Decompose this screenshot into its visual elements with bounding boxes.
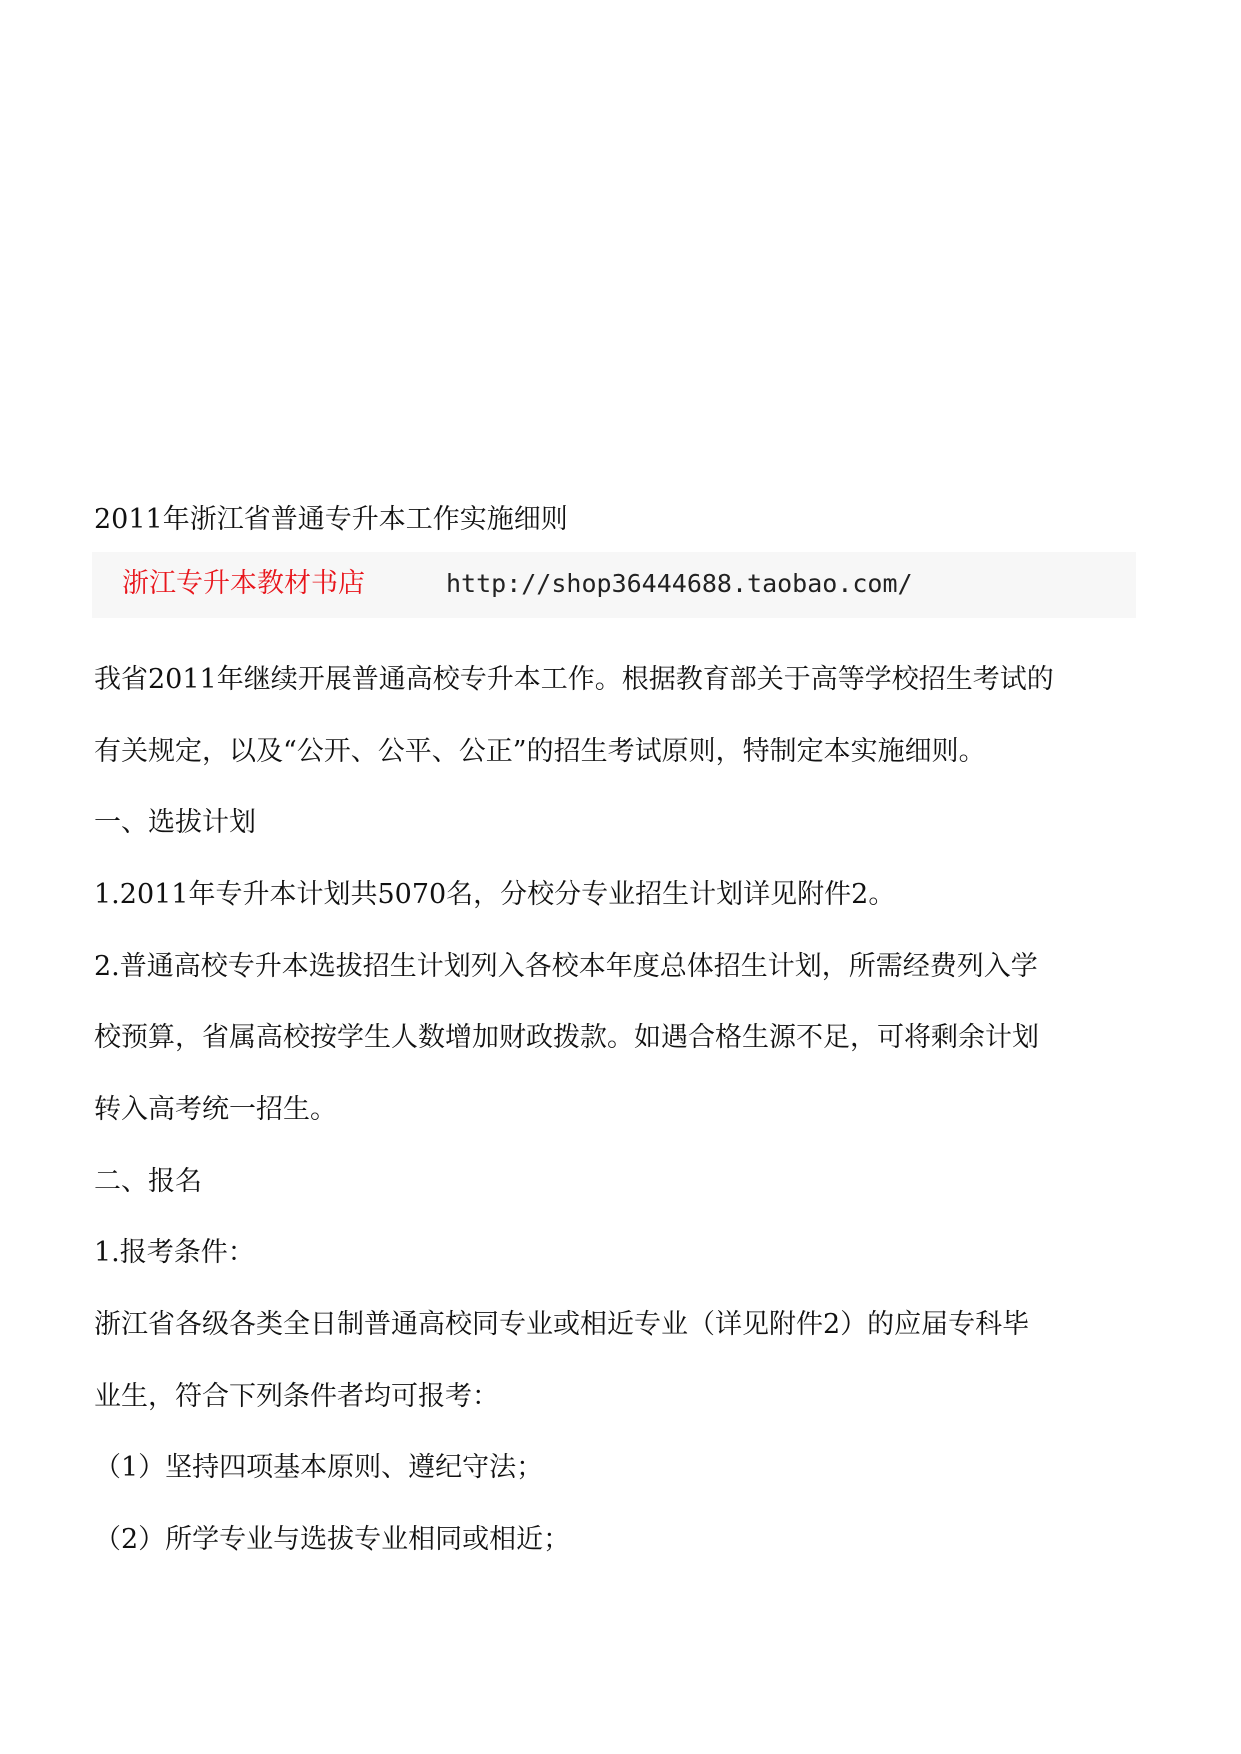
paragraph-line: 浙江省各级各类全日制普通高校同专业或相近专业（详见附件2）的应届专科毕 bbox=[94, 1309, 1030, 1340]
paragraph-line: 业生，符合下列条件者均可报考： bbox=[94, 1381, 499, 1412]
paragraph-line: 2.普通高校专升本选拔招生计划列入各校本年度总体招生计划，所需经费列入学 bbox=[94, 951, 1038, 982]
shop-banner bbox=[92, 552, 1136, 618]
section-heading: 一、选拔计划 bbox=[94, 807, 256, 838]
shop-url-link[interactable]: http://shop36444688.taobao.com/ bbox=[446, 569, 913, 598]
list-item: （2）所学专业与选拔专业相同或相近； bbox=[94, 1524, 571, 1555]
list-item: （1）坚持四项基本原则、遵纪守法； bbox=[94, 1452, 544, 1483]
paragraph-line: 校预算，省属高校按学生人数增加财政拨款。如遇合格生源不足，可将剩余计划 bbox=[94, 1022, 1039, 1053]
shop-name-link[interactable]: 浙江专升本教材书店 bbox=[122, 568, 365, 599]
document-title: 2011年浙江省普通专升本工作实施细则 bbox=[94, 504, 568, 535]
paragraph-line: 我省2011年继续开展普通高校专升本工作。根据教育部关于高等学校招生考试的 bbox=[94, 664, 1054, 695]
paragraph-line: 转入高考统一招生。 bbox=[94, 1094, 337, 1125]
section-heading: 二、报名 bbox=[94, 1166, 202, 1197]
paragraph-line: 有关规定，以及“公开、公平、公正”的招生考试原则，特制定本实施细则。 bbox=[94, 736, 986, 767]
paragraph-line: 1.2011年专升本计划共5070名，分校分专业招生计划详见附件2。 bbox=[94, 879, 896, 910]
paragraph-line: 1.报考条件： bbox=[94, 1237, 255, 1268]
